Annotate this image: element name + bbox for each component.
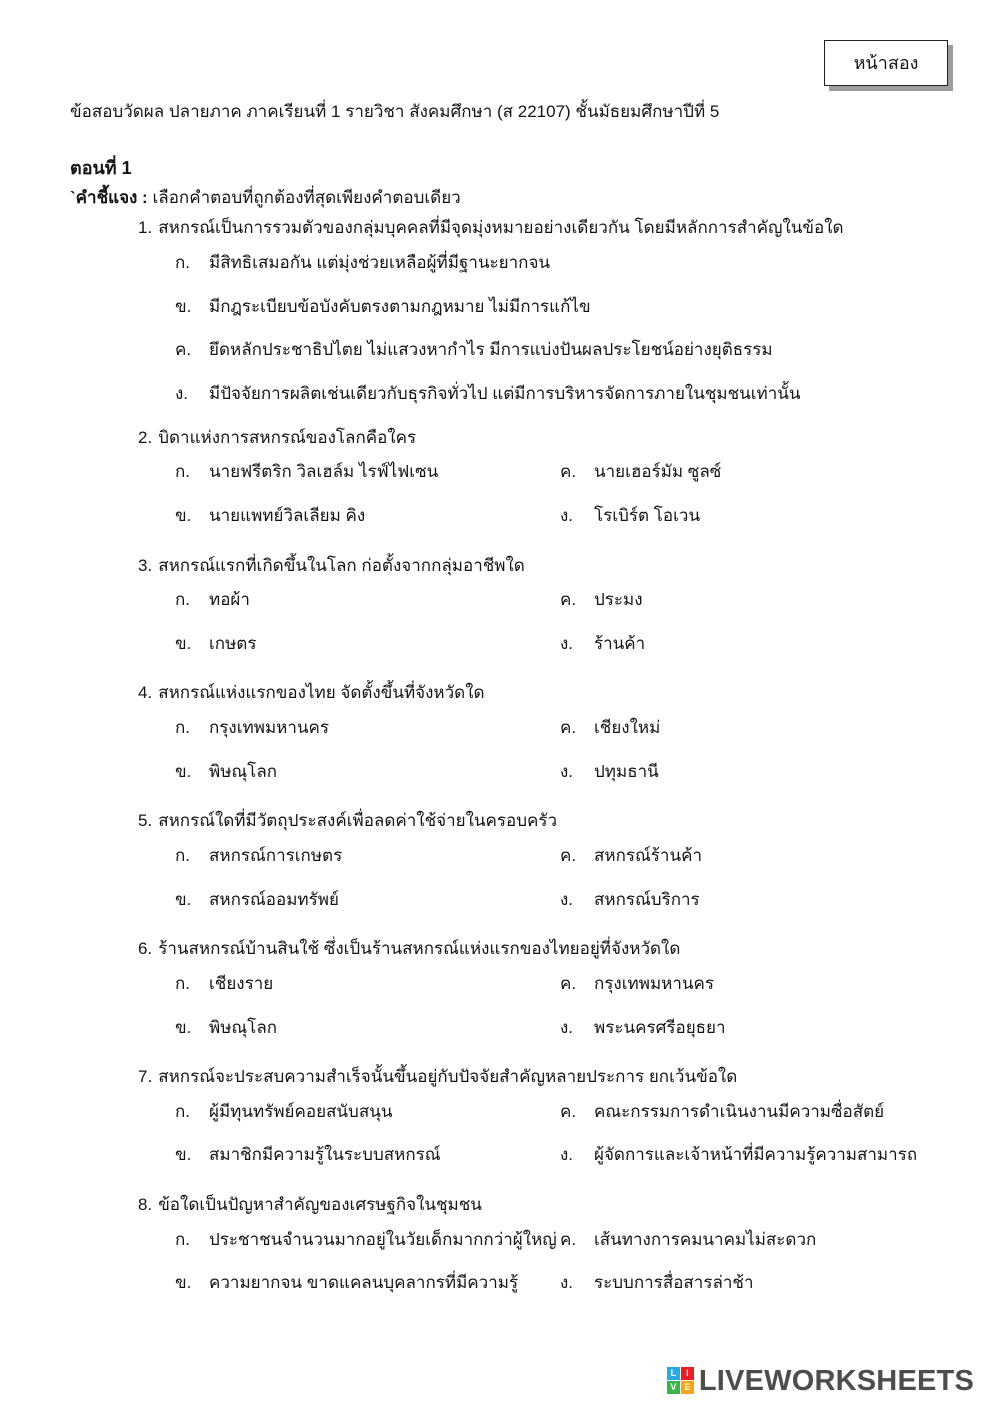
option-label: ข. <box>175 296 192 316</box>
option-label: ข. <box>175 1017 192 1037</box>
question-text-content: สหกรณ์แรกที่เกิดขึ้นในโลก ก่อตั้งจากกลุ่มอาชีพใด <box>158 555 525 575</box>
option-1-3[interactable] <box>175 338 960 363</box>
option-label: ค. <box>560 462 577 482</box>
question-text <box>138 1193 960 1218</box>
option-text: ผู้มีทุนทรัพย์คอยสนับสนุน <box>209 1101 393 1121</box>
option-1-1[interactable] <box>175 251 960 276</box>
option-text: เชียงใหม่ <box>594 718 661 738</box>
option-text: ความยากจน ขาดแคลนบุคลากรที่มีความรู้ <box>209 1273 519 1293</box>
option-text: ระบบการสื่อสารล่าช้า <box>594 1273 754 1293</box>
option-1-2[interactable] <box>175 295 960 320</box>
liveworksheets-brand: LIVEWORKSHEETS <box>698 1364 974 1397</box>
question-text-content: สหกรณ์แห่งแรกของไทย จัดตั้งขึ้นที่จังหวัดใด <box>158 683 485 703</box>
option-text: พระนครศรีอยุธยา <box>594 1017 726 1037</box>
option-7-3[interactable] <box>560 1100 960 1125</box>
option-4-1[interactable] <box>175 716 560 741</box>
option-text: กรุงเทพมหานคร <box>209 718 330 738</box>
option-7-2[interactable] <box>175 1143 560 1168</box>
option-2-3[interactable] <box>560 460 960 485</box>
question-5 <box>138 809 960 931</box>
liveworksheets-logo-icon <box>667 1367 694 1394</box>
option-text: ประมง <box>594 590 643 610</box>
question-text-content: สหกรณ์จะประสบความสำเร็จนั้นขึ้นอยู่กับปัจจัยสำคัญหลายประการ ยกเว้นข้อใด <box>158 1067 738 1087</box>
option-label: ค. <box>560 590 577 610</box>
option-text: ปทุมธานี <box>594 761 659 781</box>
question-text-content: ร้านสหกรณ์บ้านสินใช้ ซึ่งเป็นร้านสหกรณ์แห่งแรกของไทยอยู่ที่จังหวัดใด <box>158 939 681 959</box>
question-2 <box>138 426 960 548</box>
option-text: นายฟรีตริก วิลเฮล์ม ไรฟ์ไฟเซน <box>209 462 439 482</box>
option-8-4[interactable] <box>560 1271 960 1296</box>
option-label: ง. <box>175 383 189 403</box>
question-number: 2. <box>138 427 153 447</box>
option-text: มีปัจจัยการผลิตเช่นเดียวกับธุรกิจทั่วไป แต่มีการบริหารจัดการภายในชุมชนเท่านั้น <box>209 383 801 403</box>
option-5-3[interactable] <box>560 844 960 869</box>
question-8 <box>138 1193 960 1315</box>
option-2-1[interactable] <box>175 460 560 485</box>
question-text <box>138 426 960 451</box>
instruction-text: เลือกคำตอบที่ถูกต้องที่สุดเพียงคำตอบเดียว <box>152 187 461 207</box>
option-text: ยึดหลักประชาธิปไตย ไม่แสวงหากำไร มีการแบ่งปันผลประโยชน์อย่างยุติธรรม <box>209 340 773 360</box>
options <box>138 844 960 931</box>
option-label: ข. <box>175 889 192 909</box>
option-text: กรุงเทพมหานคร <box>594 973 715 993</box>
option-label: ข. <box>175 633 192 653</box>
page-number-box <box>824 40 948 86</box>
options <box>138 972 960 1059</box>
option-label: ก. <box>175 973 191 993</box>
option-label: ง. <box>560 1017 574 1037</box>
option-label: ง. <box>560 1273 574 1293</box>
option-text: พิษณุโลก <box>209 761 278 781</box>
option-label: ง. <box>560 1145 574 1165</box>
option-text: มีสิทธิเสมอกัน แต่มุ่งช่วยเหลือผู้ที่มีฐานะยากจน <box>209 253 551 273</box>
option-label: ค. <box>560 973 577 993</box>
option-3-3[interactable] <box>560 588 960 613</box>
option-3-2[interactable] <box>175 632 560 657</box>
exam-header: ข้อสอบวัดผล ปลายภาค ภาคเรียนที่ 1 รายวิชา สังคมศึกษา (ส 22107) ชั้นมัธยมศึกษาปีที่ 5 <box>70 102 720 121</box>
option-label: ข. <box>175 1145 192 1165</box>
option-6-2[interactable] <box>175 1016 560 1041</box>
page-number-label: หน้าสอง <box>853 52 919 73</box>
instruction-line <box>70 186 960 211</box>
option-label: ค. <box>560 845 577 865</box>
option-label: ข. <box>175 1273 192 1293</box>
option-text: สหกรณ์ออมทรัพย์ <box>209 889 339 909</box>
options <box>138 716 960 803</box>
option-text: มีกฎระเบียบข้อบังคับตรงตามกฎหมาย ไม่มีการแก้ไข <box>209 296 591 316</box>
logo-square-l: L <box>667 1367 680 1380</box>
section-title: ตอนที่ 1 <box>70 157 132 178</box>
logo-square-e: E <box>681 1381 694 1394</box>
option-label: ค. <box>560 1101 577 1121</box>
question-text <box>138 1065 960 1090</box>
option-2-2[interactable] <box>175 504 560 529</box>
option-7-4[interactable] <box>560 1143 960 1168</box>
option-3-1[interactable] <box>175 588 560 613</box>
option-text: โรเบิร์ต โอเวน <box>594 505 701 525</box>
option-4-2[interactable] <box>175 760 560 785</box>
question-number: 4. <box>138 683 153 703</box>
option-6-3[interactable] <box>560 972 960 997</box>
instruction-label: `คำชี้แจง : <box>70 187 148 207</box>
question-number: 8. <box>138 1195 153 1215</box>
option-6-1[interactable] <box>175 972 560 997</box>
option-text: ร้านค้า <box>594 633 646 653</box>
option-text: ประชาชนจำนวนมากอยู่ในวัยเด็กมากกว่าผู้ใหญ่ <box>209 1229 557 1249</box>
question-text-content: สหกรณ์เป็นการรวมตัวของกลุ่มบุคคลที่มีจุดมุ่งหมายอย่างเดียวกัน โดยมีหลักการสำคัญในข้อใด <box>158 218 844 238</box>
option-text: คณะกรรมการดำเนินงานมีความซื่อสัตย์ <box>594 1101 885 1121</box>
question-number: 1. <box>138 218 153 238</box>
option-8-3[interactable] <box>560 1228 960 1253</box>
option-5-1[interactable] <box>175 844 560 869</box>
option-label: ข. <box>175 505 192 525</box>
question-7 <box>138 1065 960 1187</box>
question-1 <box>138 216 960 406</box>
option-label: ง. <box>560 761 574 781</box>
option-text: เส้นทางการคมนาคมไม่สะดวก <box>594 1229 817 1249</box>
options <box>138 1228 960 1315</box>
question-number: 7. <box>138 1067 153 1087</box>
options <box>138 588 960 675</box>
option-3-4[interactable] <box>560 632 960 657</box>
option-label: ก. <box>175 718 191 738</box>
question-text <box>138 216 960 241</box>
option-2-4[interactable] <box>560 504 960 529</box>
question-text <box>138 937 960 962</box>
question-number: 5. <box>138 811 153 831</box>
option-label: ข. <box>175 761 192 781</box>
question-text <box>138 554 960 579</box>
option-label: ก. <box>175 590 191 610</box>
option-label: ง. <box>560 505 574 525</box>
option-text: เชียงราย <box>209 973 274 993</box>
question-text-content: บิดาแห่งการสหกรณ์ของโลกคือใคร <box>158 427 417 447</box>
option-label: ค. <box>560 718 577 738</box>
question-text <box>138 809 960 834</box>
option-text: สมาชิกมีความรู้ในระบบสหกรณ์ <box>209 1145 441 1165</box>
option-5-2[interactable] <box>175 888 560 913</box>
question-number: 3. <box>138 555 153 575</box>
option-1-4[interactable] <box>175 382 960 407</box>
option-label: ก. <box>175 462 191 482</box>
option-label: ก. <box>175 845 191 865</box>
option-text: สหกรณ์การเกษตร <box>209 845 343 865</box>
question-6 <box>138 937 960 1059</box>
option-text: นายแพทย์วิลเลียม คิง <box>209 505 366 525</box>
option-text: ทอผ้า <box>209 590 250 610</box>
question-text-content: สหกรณ์ใดที่มีวัตถุประสงค์เพื่อลดค่าใช้จ่ายในครอบครัว <box>158 811 558 831</box>
option-label: ง. <box>560 889 574 909</box>
question-number: 6. <box>138 939 153 959</box>
option-label: ค. <box>175 340 192 360</box>
option-5-4[interactable] <box>560 888 960 913</box>
question-text-content: ข้อใดเป็นปัญหาสำคัญของเศรษฐกิจในชุมชน <box>158 1195 482 1215</box>
option-4-3[interactable] <box>560 716 960 741</box>
question-3 <box>138 554 960 676</box>
option-8-1[interactable] <box>175 1228 560 1253</box>
option-text: พิษณุโลก <box>209 1017 278 1037</box>
questions-list <box>70 216 960 1315</box>
option-text: สหกรณ์บริการ <box>594 889 700 909</box>
option-7-1[interactable] <box>175 1100 560 1125</box>
option-6-4[interactable] <box>560 1016 960 1041</box>
options <box>138 251 960 407</box>
footer <box>667 1360 974 1402</box>
question-text <box>138 681 960 706</box>
option-label: ก. <box>175 1229 191 1249</box>
option-text: เกษตร <box>209 633 257 653</box>
option-label: ค. <box>560 1229 577 1249</box>
option-text: นายเฮอร์มัม ซูลซ์ <box>594 462 722 482</box>
option-label: ง. <box>560 633 574 653</box>
question-4 <box>138 681 960 803</box>
option-label: ก. <box>175 1101 191 1121</box>
option-text: สหกรณ์ร้านค้า <box>594 845 702 865</box>
option-4-4[interactable] <box>560 760 960 785</box>
option-text: ผู้จัดการและเจ้าหน้าที่มีความรู้ความสามารถ <box>594 1145 918 1165</box>
logo-square-v: V <box>667 1381 680 1394</box>
options <box>138 1100 960 1187</box>
options <box>138 460 960 547</box>
option-label: ก. <box>175 253 191 273</box>
logo-square-i: I <box>681 1367 694 1380</box>
option-8-2[interactable] <box>175 1271 560 1296</box>
